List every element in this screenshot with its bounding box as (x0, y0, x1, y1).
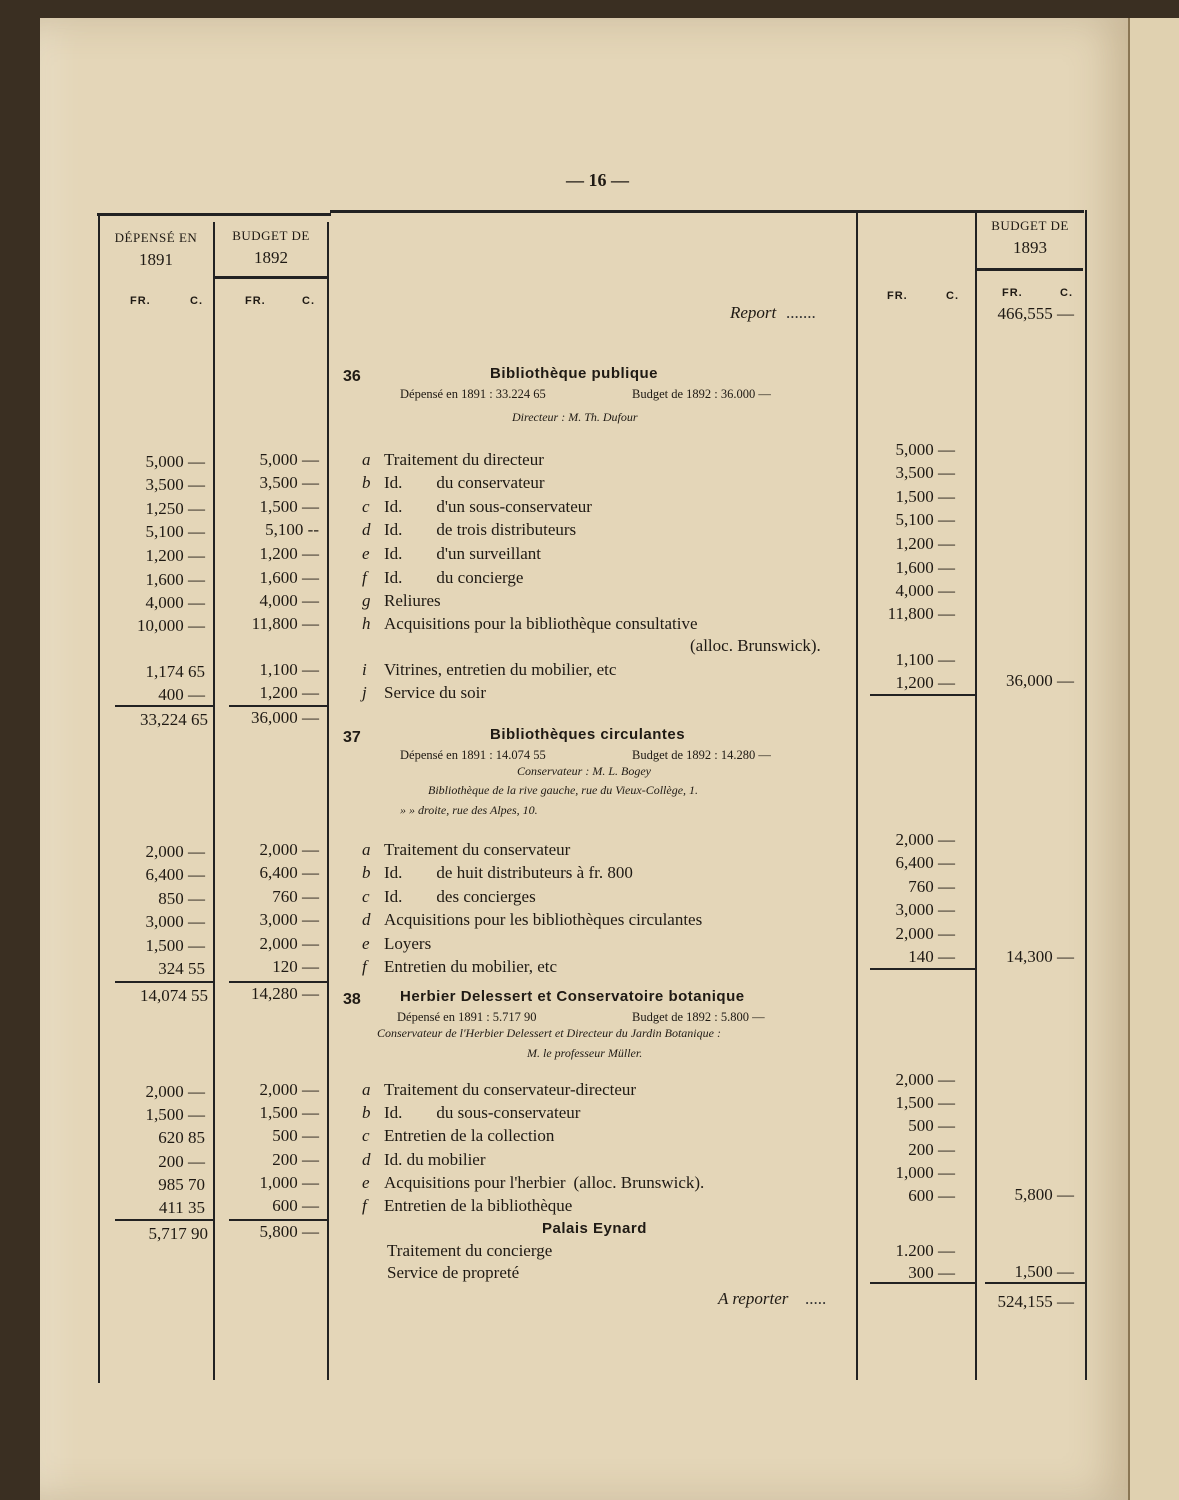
total-1893: 36,000 — (1006, 671, 1074, 690)
line-item (362, 887, 536, 907)
budget-1893-value: 500 — (908, 1116, 955, 1135)
item-letter: e (362, 1173, 370, 1192)
item-letter: a (362, 1080, 371, 1099)
budget-1892: Budget de 1892 : 14.280 — (632, 748, 771, 762)
currency-label: FR. (1002, 287, 1023, 299)
item-letter: g (362, 591, 371, 610)
total-1892: 36,000 — (251, 708, 319, 727)
spent-1891-value: 1,600 — (145, 570, 205, 589)
item-text: Id. du sous-conservateur (384, 1103, 581, 1122)
budget-1892-value: 600 — (272, 1196, 319, 1215)
next-page-edge (1128, 18, 1179, 1500)
section-note: Bibliothèque de la rive gauche, rue du Vieux-Collège, 1. (428, 783, 699, 797)
budget-1893-value: 1,100 — (895, 650, 955, 669)
line-item (362, 473, 545, 493)
item-letter: j (362, 683, 367, 702)
item-text: Acquisitions pour la bibliothèque consultative (384, 614, 698, 633)
top-rule-right (330, 210, 1084, 213)
spent-1891-value: 1,500 — (145, 936, 205, 955)
spent-1891-value: 400 — (158, 685, 205, 704)
subtotal-rule-2 (229, 1219, 327, 1221)
total-1893: 5,800 — (1014, 1185, 1074, 1204)
budget-1892-value: 1,000 — (259, 1173, 319, 1192)
budget-1892-value: 4,000 — (259, 591, 319, 610)
budget-1893-value: 2,000 — (895, 1070, 955, 1089)
line-item (362, 568, 523, 588)
item-letter: c (362, 1126, 370, 1145)
item-letter: b (362, 1103, 371, 1122)
section-note: » » droite, rue des Alpes, 10. (400, 803, 538, 817)
section-title: Bibliothèques circulantes (490, 726, 686, 743)
currency-label: FR. (887, 290, 908, 302)
right-edge (1085, 210, 1087, 1380)
budget-1893-value: 1,200 — (895, 673, 955, 692)
page-number: — 16 — (566, 170, 629, 190)
budget-1892-value: 500 — (272, 1126, 319, 1145)
budget-1892-value: 760 — (272, 887, 319, 906)
a-reporter-label: A reporter (718, 1289, 789, 1308)
top-rule-left (97, 213, 331, 216)
item-note: (alloc. Brunswick). (690, 636, 821, 655)
budget-1893-value: 2,000 — (895, 830, 955, 849)
palais-item: Service de propreté (387, 1263, 520, 1282)
budget-1892-value: 120 — (272, 957, 319, 976)
spent-1891-value: 1,500 — (145, 1105, 205, 1124)
item-text: Traitement du conservateur-directeur (384, 1080, 637, 1099)
subtotal-rule-1 (115, 705, 213, 707)
section-note: Conservateur : M. L. Bogey (517, 764, 651, 778)
item-text: Loyers (384, 934, 432, 953)
total-1891: 14,074 55 (140, 986, 208, 1005)
subtotal-rule-5 (870, 968, 975, 970)
line-item (362, 1196, 572, 1216)
item-letter: d (362, 520, 371, 539)
item-text: Entretien de la bibliothèque (384, 1196, 573, 1215)
item-text: Id. de huit distributeurs à fr. 800 (384, 863, 633, 882)
line-item (362, 957, 557, 977)
section-title: Bibliothèque publique (490, 365, 658, 382)
line-item (362, 1126, 554, 1146)
line-item (362, 1150, 486, 1170)
spent-1891-value: 2,000 — (145, 842, 205, 861)
item-letter: h (362, 614, 371, 633)
item-text: Traitement du conservateur (384, 840, 571, 859)
budget-1893-value: 11,800 — (887, 604, 955, 623)
palais-total: 1,500 — (1014, 1262, 1074, 1281)
section-title: Herbier Delessert et Conservatoire botanique (400, 988, 745, 1005)
section-note: M. le professeur Müller. (527, 1046, 643, 1060)
line-item (362, 863, 633, 883)
header-col2: BUDGET DE (232, 228, 310, 243)
budget-1892: Budget de 1892 : 5.800 — (632, 1010, 765, 1024)
header-rule-2 (215, 276, 327, 279)
currency-label: C. (946, 290, 959, 302)
spent-1891-value: 5,000 — (145, 452, 205, 471)
budget-1893-value: 5,000 — (895, 440, 955, 459)
left-edge (98, 213, 100, 1383)
total-1892: 14,280 — (251, 984, 319, 1003)
line-item (362, 1080, 636, 1100)
line-item (362, 1103, 580, 1123)
col-divider-1 (213, 222, 215, 1380)
item-letter: c (362, 497, 370, 516)
line-item (362, 683, 486, 703)
budget-1892-value: 1,600 — (259, 568, 319, 587)
palais-title: Palais Eynard (542, 1220, 647, 1237)
line-item (362, 450, 544, 470)
budget-1893-value: 760 — (908, 877, 955, 896)
item-text: Id. d'un surveillant (384, 544, 541, 563)
spent-1891-value: 5,100 — (145, 522, 205, 541)
spent-1891-value: 6,400 — (145, 865, 205, 884)
spent-1891: Dépensé en 1891 : 33.224 65 (400, 387, 546, 401)
line-item (362, 934, 431, 954)
budget-1892-value: 11,800 — (251, 614, 319, 633)
budget-1892-value: 5,000 — (259, 450, 319, 469)
total-1891: 5,717 90 (148, 1224, 208, 1243)
budget-1893-value: 2,000 — (895, 924, 955, 943)
item-letter: d (362, 910, 371, 929)
item-letter: b (362, 863, 371, 882)
spent-1891-value: 3,000 — (145, 912, 205, 931)
budget-1893-value: 140 — (908, 947, 955, 966)
subtotal-rule-5 (870, 694, 975, 696)
col-divider-2 (327, 222, 329, 1380)
spent-1891-value: 985 70 (158, 1175, 205, 1194)
budget-1892-value: 5,100 -- (265, 520, 319, 539)
spent-1891-value: 4,000 — (145, 593, 205, 612)
currency-label: FR. (245, 295, 266, 307)
a-reporter-dots: ..... (805, 1289, 827, 1308)
report-dots: ....... (786, 303, 816, 322)
item-letter: a (362, 450, 371, 469)
item-letter: f (362, 1196, 367, 1215)
total-1893: 14,300 — (1006, 947, 1074, 966)
budget-1893-value: 1,600 — (895, 558, 955, 577)
item-letter: b (362, 473, 371, 492)
section-number: 36 (343, 368, 361, 385)
spent-1891-value: 850 — (158, 889, 205, 908)
section-number: 37 (343, 729, 361, 746)
line-item (362, 520, 576, 540)
currency-label: FR. (130, 295, 151, 307)
budget-1892-value: 1,200 — (259, 544, 319, 563)
budget-1893-value: 5,100 — (895, 510, 955, 529)
spent-1891-value: 1,200 — (145, 546, 205, 565)
currency-label: C. (1060, 287, 1073, 299)
total-1892: 5,800 — (259, 1222, 319, 1241)
section-note: Conservateur de l'Herbier Delessert et Directeur du Jardin Botanique : (377, 1026, 721, 1040)
budget-1892-value: 3,500 — (259, 473, 319, 492)
item-letter: e (362, 544, 370, 563)
budget-1893-value: 1.200 — (895, 1241, 955, 1260)
item-letter: e (362, 934, 370, 953)
section-number: 38 (343, 991, 361, 1008)
a-reporter-total: 524,155 — (997, 1292, 1074, 1311)
item-letter: f (362, 568, 367, 587)
subtotal-rule-6 (985, 1282, 1085, 1284)
currency-label: C. (302, 295, 315, 307)
budget-1892-value: 1,200 — (259, 683, 319, 702)
budget-1893-value: 3,500 — (895, 463, 955, 482)
budget-1893-value: 200 — (908, 1140, 955, 1159)
subtotal-rule-5 (870, 1282, 975, 1284)
budget-1893-value: 1,000 — (895, 1163, 955, 1182)
budget-1893-value: 3,000 — (895, 900, 955, 919)
item-letter: a (362, 840, 371, 859)
line-item (362, 660, 616, 680)
item-letter: c (362, 887, 370, 906)
budget-1893-value: 1,200 — (895, 534, 955, 553)
item-text: Id. d'un sous-conservateur (384, 497, 592, 516)
item-text: Id. des concierges (384, 887, 536, 906)
line-item (362, 1173, 704, 1193)
budget-1892-value: 2,000 — (259, 840, 319, 859)
spent-1891-value: 2,000 — (145, 1082, 205, 1101)
spent-1891-value: 1,250 — (145, 499, 205, 518)
budget-1893-value: 1,500 — (895, 487, 955, 506)
header-col5: BUDGET DE (991, 218, 1069, 233)
spent-1891-value: 10,000 — (137, 616, 205, 635)
header-col5-year: 1893 (1013, 238, 1047, 257)
spent-1891: Dépensé en 1891 : 5.717 90 (397, 1010, 537, 1024)
header-rule-5 (977, 268, 1083, 271)
item-letter: f (362, 957, 367, 976)
spent-1891: Dépensé en 1891 : 14.074 55 (400, 748, 546, 762)
item-note: (alloc. Brunswick). (573, 1173, 705, 1192)
spent-1891-value: 411 35 (158, 1198, 205, 1217)
header-col2-year: 1892 (254, 248, 288, 267)
line-item (362, 614, 698, 634)
report-label: Report (730, 303, 777, 322)
budget-1893-value: 1,500 — (895, 1093, 955, 1112)
subtotal-rule-1 (115, 1219, 213, 1221)
line-item (362, 840, 570, 860)
item-text: Entretien du mobilier, etc (384, 957, 558, 976)
spent-1891-value: 200 — (158, 1152, 205, 1171)
item-text: Acquisitions pour les bibliothèques circulantes (384, 910, 703, 929)
budget-1893-value: 600 — (908, 1186, 955, 1205)
budget-1892-value: 200 — (272, 1150, 319, 1169)
currency-label: C. (190, 295, 203, 307)
budget-1892-value: 3,000 — (259, 910, 319, 929)
item-text: Id. du concierge (384, 568, 524, 587)
item-text: Id. du mobilier (384, 1150, 486, 1169)
item-text: Id. du conservateur (384, 473, 545, 492)
item-letter: d (362, 1150, 371, 1169)
header-col1: DÉPENSÉ EN (114, 230, 198, 245)
budget-1893-value: 300 — (908, 1263, 955, 1282)
budget-1893-value: 4,000 — (895, 581, 955, 600)
total-1891: 33,224 65 (140, 710, 208, 729)
budget-1892-value: 2,000 — (259, 934, 319, 953)
header-col1-year: 1891 (139, 250, 173, 269)
spent-1891-value: 324 55 (158, 959, 205, 978)
budget-1893-value: 6,400 — (895, 853, 955, 872)
item-text: Id. de trois distributeurs (384, 520, 577, 539)
section-note: Directeur : M. Th. Dufour (512, 410, 638, 424)
budget-1892-value: 1,500 — (259, 1103, 319, 1122)
spent-1891-value: 620 85 (158, 1128, 205, 1147)
item-text: Service du soir (384, 683, 486, 702)
line-item (362, 591, 441, 611)
report-total: 466,555 — (997, 304, 1074, 323)
item-text: Reliures (384, 591, 441, 610)
spent-1891-value: 3,500 — (145, 475, 205, 494)
item-letter: i (362, 660, 367, 679)
line-item (362, 497, 592, 517)
subtotal-rule-1 (115, 981, 213, 983)
budget-1892-value: 2,000 — (259, 1080, 319, 1099)
spent-1891-value: 1,174 65 (145, 662, 205, 681)
item-text: Acquisitions pour l'herbier (384, 1173, 566, 1192)
item-text: Traitement du directeur (384, 450, 544, 469)
budget-1892-value: 6,400 — (259, 863, 319, 882)
item-text: Entretien de la collection (384, 1126, 555, 1145)
col-divider-3 (856, 210, 858, 1380)
budget-1892-value: 1,500 — (259, 497, 319, 516)
palais-item: Traitement du concierge (387, 1241, 553, 1260)
line-item (362, 910, 702, 930)
budget-1892: Budget de 1892 : 36.000 — (632, 387, 771, 401)
budget-1892-value: 1,100 — (259, 660, 319, 679)
item-text: Vitrines, entretien du mobilier, etc (384, 660, 617, 679)
line-item (362, 544, 541, 564)
subtotal-rule-2 (229, 981, 327, 983)
subtotal-rule-2 (229, 705, 327, 707)
